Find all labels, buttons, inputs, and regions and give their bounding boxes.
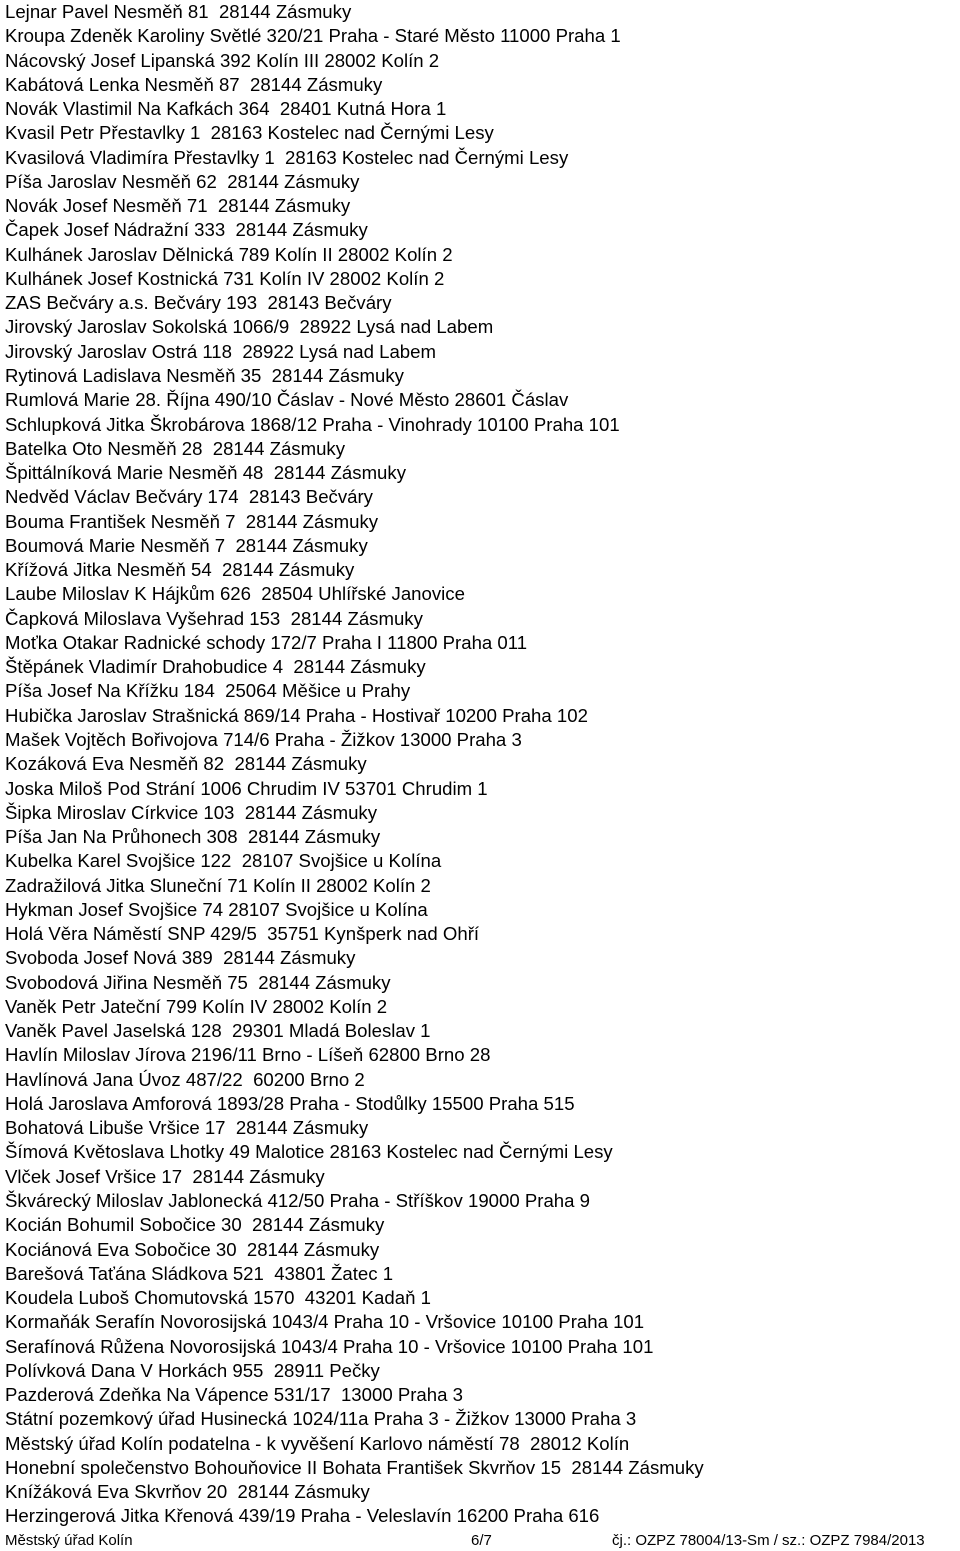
address-line: Kulhánek Josef Kostnická 731 Kolín IV 28002 Kolín 2 xyxy=(5,267,445,289)
address-line: Kroupa Zdeněk Karoliny Světlé 320/21 Praha - Staré Město 11000 Praha 1 xyxy=(5,25,621,47)
address-line: Bouma František Nesměň 7 28144 Zásmuky xyxy=(5,510,379,532)
address-line: Knížáková Eva Skvrňov 20 28144 Zásmuky xyxy=(5,1481,370,1503)
address-line: Čapková Miloslava Vyšehrad 153 28144 Zásmuky xyxy=(5,607,423,629)
address-line: Havlínová Jana Úvoz 487/22 60200 Brno 2 xyxy=(5,1068,365,1090)
address-line: Kvasilová Vladimíra Přestavlky 1 28163 Kostelec nad Černými Lesy xyxy=(5,146,569,168)
address-line: Škvárecký Miloslav Jablonecká 412/50 Praha - Stříškov 19000 Praha 9 xyxy=(5,1190,590,1212)
address-line: Holá Jaroslava Amforová 1893/28 Praha - Stodůlky 15500 Praha 515 xyxy=(5,1092,575,1114)
address-line: Havlín Miloslav Jírova 2196/11 Brno - Líšeň 62800 Brno 28 xyxy=(5,1044,491,1066)
address-line: Vaněk Pavel Jaselská 128 29301 Mladá Boleslav 1 xyxy=(5,1020,431,1042)
address-line: Zadražilová Jitka Sluneční 71 Kolín II 28002 Kolín 2 xyxy=(5,874,431,896)
address-line: Herzingerová Jitka Křenová 439/19 Praha - Veleslavín 16200 Praha 616 xyxy=(5,1505,600,1527)
address-line: Štěpánek Vladimír Drahobudice 4 28144 Zásmuky xyxy=(5,656,426,678)
address-line: Čapek Josef Nádražní 333 28144 Zásmuky xyxy=(5,219,368,241)
address-list xyxy=(5,0,704,1529)
address-line: Šímová Květoslava Lhotky 49 Malotice 28163 Kostelec nad Černými Lesy xyxy=(5,1141,613,1163)
address-line: Píša Jaroslav Nesměň 62 28144 Zásmuky xyxy=(5,170,360,192)
address-line: Serafínová Růžena Novorosijská 1043/4 Praha 10 - Vršovice 10100 Praha 101 xyxy=(5,1335,654,1357)
address-line: Svobodová Jiřina Nesměň 75 28144 Zásmuky xyxy=(5,971,391,993)
address-line: Svoboda Josef Nová 389 28144 Zásmuky xyxy=(5,947,356,969)
address-line: Joska Miloš Pod Strání 1006 Chrudim IV 53701 Chrudim 1 xyxy=(5,777,488,799)
address-line: Lejnar Pavel Nesměň 81 28144 Zásmuky xyxy=(5,1,352,22)
address-line: Barešová Taťána Sládkova 521 43801 Žatec 1 xyxy=(5,1262,394,1284)
address-line: Kozáková Eva Nesměň 82 28144 Zásmuky xyxy=(5,753,367,775)
address-line: Píša Josef Na Křížku 184 25064 Měšice u Prahy xyxy=(5,680,411,702)
address-line: Hykman Josef Svojšice 74 28107 Svojšice u Kolína xyxy=(5,898,428,920)
address-line: Jirovský Jaroslav Sokolská 1066/9 28922 Lysá nad Labem xyxy=(5,316,494,338)
address-line: Hubička Jaroslav Strašnická 869/14 Praha - Hostivař 10200 Praha 102 xyxy=(5,704,588,726)
address-line: Státní pozemkový úřad Husinecká 1024/11a Praha 3 - Žižkov 13000 Praha 3 xyxy=(5,1408,637,1430)
address-line: Bohatová Libuše Vršice 17 28144 Zásmuky xyxy=(5,1117,369,1139)
footer-reference: čj.: OZPZ 78004/13-Sm / sz.: OZPZ 7984/2013 xyxy=(612,1532,925,1549)
footer-office: Městský úřad Kolín xyxy=(5,1532,133,1549)
address-line: Rumlová Marie 28. Října 490/10 Čáslav - Nové Město 28601 Čáslav xyxy=(5,389,569,411)
address-line: ZAS Bečváry a.s. Bečváry 193 28143 Bečváry xyxy=(5,292,392,314)
address-line: Šipka Miroslav Církvice 103 28144 Zásmuky xyxy=(5,801,378,823)
address-line: Kulhánek Jaroslav Dělnická 789 Kolín II 28002 Kolín 2 xyxy=(5,243,453,265)
address-line: Koudela Luboš Chomutovská 1570 43201 Kadaň 1 xyxy=(5,1287,431,1309)
address-line: Křížová Jitka Nesměň 54 28144 Zásmuky xyxy=(5,559,355,581)
address-line: Nedvěd Václav Bečváry 174 28143 Bečváry xyxy=(5,486,373,508)
address-line: Honební společenstvo Bohouňovice II Bohata František Skvrňov 15 28144 Zásmuky xyxy=(5,1456,704,1478)
address-line: Vlček Josef Vršice 17 28144 Zásmuky xyxy=(5,1165,325,1187)
address-line: Polívková Dana V Horkách 955 28911 Pečky xyxy=(5,1359,380,1381)
address-line: Jirovský Jaroslav Ostrá 118 28922 Lysá nad Labem xyxy=(5,340,436,362)
address-line: Kociánová Eva Sobočice 30 28144 Zásmuky xyxy=(5,1238,380,1260)
address-line: Kocián Bohumil Sobočice 30 28144 Zásmuky xyxy=(5,1214,385,1236)
address-line: Holá Věra Náměstí SNP 429/5 35751 Kynšperk nad Ohří xyxy=(5,923,480,945)
address-line: Moťka Otakar Radnické schody 172/7 Praha I 11800 Praha 011 xyxy=(5,631,528,653)
address-line: Kvasil Petr Přestavlky 1 28163 Kostelec nad Černými Lesy xyxy=(5,122,494,144)
address-line: Novák Vlastimil Na Kafkách 364 28401 Kutná Hora 1 xyxy=(5,98,447,120)
page-footer xyxy=(5,1531,960,1551)
address-line: Městský úřad Kolín podatelna - k vyvěšení Karlovo náměstí 78 28012 Kolín xyxy=(5,1432,630,1454)
address-line: Kabátová Lenka Nesměň 87 28144 Zásmuky xyxy=(5,73,383,95)
address-line: Batelka Oto Nesměň 28 28144 Zásmuky xyxy=(5,437,346,459)
footer-page-number: 6/7 xyxy=(471,1532,492,1549)
address-line: Schlupková Jitka Škrobárova 1868/12 Praha - Vinohrady 10100 Praha 101 xyxy=(5,413,620,435)
address-line: Píša Jan Na Průhonech 308 28144 Zásmuky xyxy=(5,826,381,848)
address-line: Mašek Vojtěch Bořivojova 714/6 Praha - Žižkov 13000 Praha 3 xyxy=(5,728,522,750)
address-line: Boumová Marie Nesměň 7 28144 Zásmuky xyxy=(5,534,368,556)
address-line: Kormaňák Serafín Novorosijská 1043/4 Praha 10 - Vršovice 10100 Praha 101 xyxy=(5,1311,645,1333)
address-line: Rytinová Ladislava Nesměň 35 28144 Zásmuky xyxy=(5,364,404,386)
address-line: Laube Miloslav K Hájkům 626 28504 Uhlířské Janovice xyxy=(5,583,465,605)
address-line: Kubelka Karel Svojšice 122 28107 Svojšice u Kolína xyxy=(5,850,442,872)
address-line: Novák Josef Nesměň 71 28144 Zásmuky xyxy=(5,195,351,217)
address-line: Nácovský Josef Lipanská 392 Kolín III 28002 Kolín 2 xyxy=(5,49,440,71)
address-line: Špittálníková Marie Nesměň 48 28144 Zásmuky xyxy=(5,462,406,484)
address-line: Vaněk Petr Jateční 799 Kolín IV 28002 Kolín 2 xyxy=(5,995,388,1017)
address-line: Pazderová Zdeňka Na Vápence 531/17 13000 Praha 3 xyxy=(5,1384,463,1406)
